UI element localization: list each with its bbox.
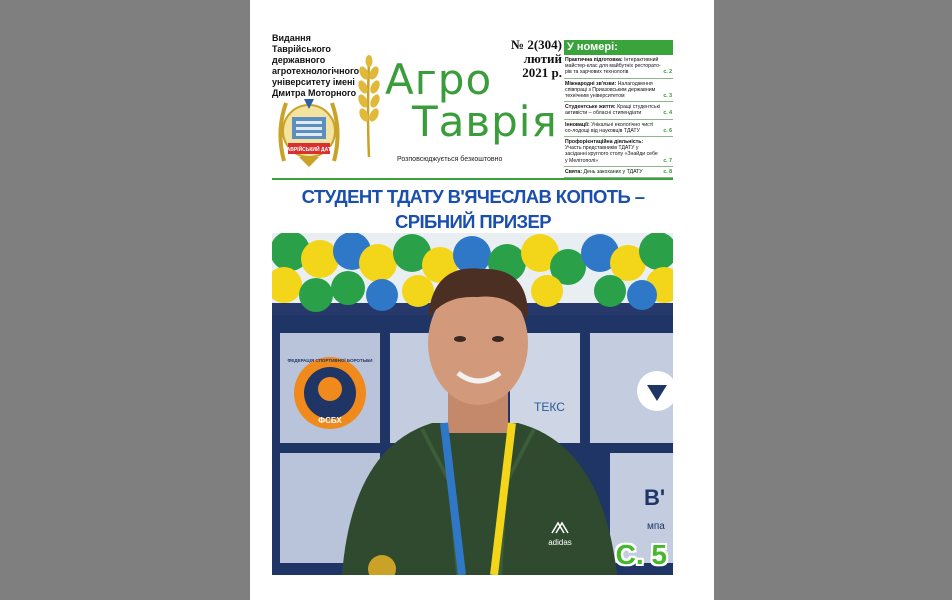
toc-section: Свята: [565, 168, 583, 175]
toc-item[interactable] [564, 102, 673, 119]
toc-page-ref: с. 3 [663, 93, 672, 100]
toc-page-ref: с. 2 [663, 69, 672, 76]
toc-item[interactable] [564, 137, 673, 167]
logo-title-line2: Таврія [412, 97, 558, 146]
toc-item[interactable] [564, 79, 673, 103]
toc-page-ref: с. 4 [663, 110, 672, 117]
toc-page-ref: с. 8 [663, 168, 672, 175]
table-of-contents [564, 40, 673, 178]
toc-text: Кращі студентські активісти – обласні стипендіати [565, 104, 661, 117]
toc-text: Унікальні екологічно чисті со-лодощі від науковців ТДАТУ [565, 121, 654, 134]
toc-section: Студентське життя: [565, 104, 616, 111]
issue-year: 2021 р. [522, 65, 562, 80]
toc-section: Інновації: [565, 121, 590, 128]
publisher-line: агротехнологічного [272, 66, 360, 76]
cover-photo-illustration [272, 233, 673, 575]
toc-text: Налагодження співпраці з Приазовським державним технічним університетом [565, 80, 656, 100]
wheat-icon [355, 55, 383, 157]
toc-text: Інтерактивний майстер-клас для майбутніх ресторато-рів та харчових технологів [565, 57, 661, 76]
issue-number: № 2(304) [511, 37, 562, 52]
toc-item[interactable] [564, 167, 673, 178]
logo-title-line1: Агро [385, 55, 493, 104]
toc-item[interactable] [564, 55, 673, 79]
publisher-line: Таврійського [272, 44, 331, 54]
headline-line1: СТУДЕНТ ТДАТУ В'ЯЧЕСЛАВ КОПОТЬ – СРІБНИЙ ПРИЗЕР [301, 186, 645, 232]
cover-photo [272, 233, 673, 575]
tagline: Розповсюджується безкоштовно [397, 156, 503, 163]
toc-section: Міжнародні зв'язки: [565, 80, 617, 87]
publisher-line: Дмитра Моторного [272, 88, 357, 98]
federation-name: ФЕДЕРАЦІЯ СПОРТИВНОЇ БОРОТЬБИ [287, 358, 373, 363]
toc-section: Практична підготовка: [565, 57, 623, 63]
university-emblem [274, 91, 344, 171]
side-banner-text: В' [644, 485, 666, 510]
header-divider [272, 178, 673, 180]
toc-text: Участь представників ТДАТУ у засіданні круглого столу «Знайди себе у Мелітополі» [565, 145, 658, 164]
issue-month: лютий [523, 51, 562, 66]
toc-text: День закоханих у ТДАТУ [583, 168, 643, 175]
publisher-line: університету імені [272, 77, 355, 87]
sponsor-text: ТЕКС [534, 400, 565, 414]
toc-heading: У номері: [564, 40, 673, 55]
page-reference: С. 5 [615, 539, 667, 570]
toc-section: Профорієнтаційна діяльність: [565, 139, 644, 146]
emblem-label: ТАВРІЙСЬКИЙ ДАТУ [283, 147, 335, 153]
toc-page-ref: с. 7 [663, 157, 672, 164]
toc-item[interactable] [564, 120, 673, 137]
issue-info [490, 38, 562, 80]
jacket-brand: adidas [548, 538, 572, 547]
toc-page-ref: с. 6 [663, 127, 672, 134]
side-banner-text-2: мпа [647, 521, 665, 532]
publisher-line: Видання [272, 33, 311, 43]
newspaper-page [250, 0, 714, 600]
federation-abbreviation: ФСБХ [318, 416, 342, 425]
publisher-line: державного [272, 55, 326, 65]
